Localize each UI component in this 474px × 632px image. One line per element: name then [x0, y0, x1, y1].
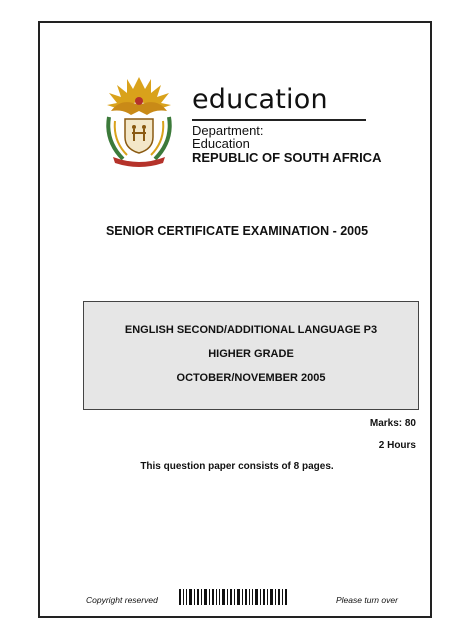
marks-total: Marks: 80 [369, 418, 416, 429]
department-name: Education [192, 136, 250, 151]
brand-divider [192, 119, 366, 121]
subject-name: ENGLISH SECOND/ADDITIONAL LANGUAGE P3 [124, 324, 378, 336]
subject-grade: HIGHER GRADE [208, 348, 294, 360]
department-label: Department: [192, 123, 264, 138]
barcode-icon [179, 589, 289, 605]
exam-title: SENIOR CERTIFICATE EXAMINATION - 2005 [105, 224, 369, 238]
copyright-notice: Copyright reserved [86, 595, 158, 605]
coat-of-arms-icon [101, 71, 177, 171]
brand-title: education [192, 84, 328, 115]
country-name: REPUBLIC OF SOUTH AFRICA [192, 150, 382, 165]
subject-box [83, 301, 419, 410]
exam-duration: 2 Hours [378, 440, 416, 451]
page-count-note: This question paper consists of 8 pages. [140, 461, 334, 472]
turn-over-note: Please turn over [336, 595, 398, 605]
exam-session: OCTOBER/NOVEMBER 2005 [176, 372, 326, 384]
